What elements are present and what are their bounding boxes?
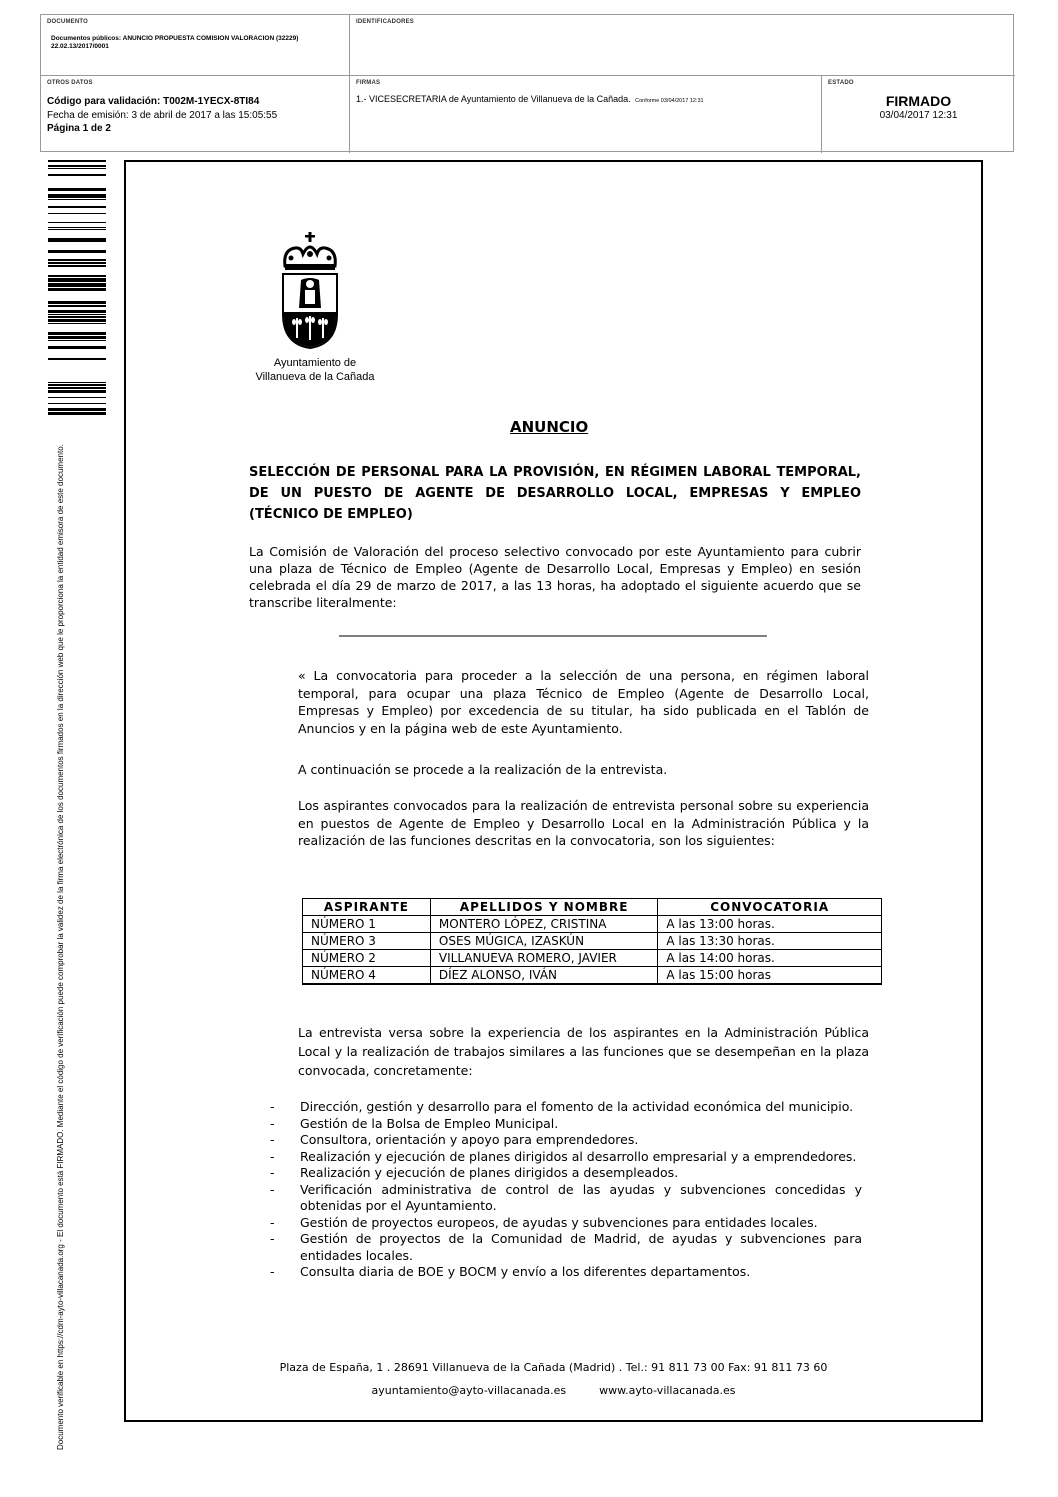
table-row — [303, 967, 882, 985]
documento-text: Documentos públicos: ANUNCIO PROPUESTA COMISION VALORACION (32229) 22.02.13/2017/0001 — [51, 35, 299, 50]
validation-code: Código para validación: T002M-1YECX-8TI84 — [47, 96, 260, 107]
cell-aspirante: NÚMERO 3 — [303, 933, 431, 950]
list-item: - Dirección, gestión y desarrollo para el fomento de la actividad económica del municipio. — [270, 1099, 854, 1114]
duties-list — [270, 1099, 862, 1281]
cell-nombre: DÍEZ ALONSO, IVÁN — [430, 967, 657, 985]
logo-caption — [240, 356, 390, 384]
candidates-table — [302, 898, 882, 985]
separator-line — [339, 635, 767, 637]
cell-convocatoria: A las 14:00 horas. — [658, 950, 882, 967]
documento-cell — [41, 15, 350, 76]
estado-cell — [822, 76, 1015, 153]
cell-convocatoria: A las 13:30 horas. — [658, 933, 882, 950]
list-item: - Gestión de proyectos de la Comunidad de Madrid, de ayudas y subvenciones para entidades locales. — [270, 1231, 862, 1263]
logo-line-1: Ayuntamiento de — [273, 357, 357, 369]
cell-nombre: MONTERO LÓPEZ, CRISTINA — [430, 916, 657, 933]
status-date: 03/04/2017 12:31 — [879, 110, 958, 121]
list-item: - Realización y ejecución de planes dirigidos al desarrollo empresarial y a emprendedores. — [270, 1148, 857, 1164]
document-subtitle: SELECCIÓN DE PERSONAL PARA LA PROVISIÓN, EN RÉGIMEN LABORAL TEMPORAL, DE UN PUESTO DE AGENTE DE DESARROLLO LOCAL, EMPRESAS Y EMPLEO (TÉCNICO DE EMPLEO) — [249, 465, 861, 522]
quote-paragraph-4: La entrevista versa sobre la experiencia de los aspirantes en la Administración Pública Local y la realización de trabajos similares a las funciones que se desempeñan en la plaza convocada, concretamente: — [298, 1025, 869, 1078]
list-item: - Consultora, orientación y apoyo para emprendedores. — [270, 1132, 639, 1147]
estado-label: ESTADO — [828, 80, 854, 86]
identificadores-label: IDENTIFICADORES — [356, 19, 415, 25]
quote-paragraph-1: « La convocatoria para proceder a la selección de una persona, en régimen laboral temporal, para ocupar una plaza Técnico de Empleo (Agente de Desarrollo Local, Empresas y Empleo) por excedencia de su titular, ha sido publicada en el Tablón de Anuncios y en la página web de este Ayuntamiento. — [298, 668, 869, 736]
list-item: - Verificación administrativa de control de las ayudas y subvenciones concedidas y obtenidas por el Ayuntamiento. — [270, 1181, 862, 1213]
firmas-cell — [350, 76, 822, 153]
cell-convocatoria: A las 13:00 horas. — [658, 916, 882, 933]
quote-paragraph-3: Los aspirantes convocados para la realización de entrevista personal sobre su experiencia en puestos de Agente de Empleo y Desarrollo Local en la Administración Pública y la realización de las funciones descritas en la convocatoria, son los siguientes: — [298, 798, 869, 848]
signature-header — [40, 14, 1014, 152]
cell-nombre: VILLANUEVA ROMERO, JAVIER — [430, 950, 657, 967]
identificadores-cell — [350, 15, 1015, 76]
cell-convocatoria: A las 15:00 horas — [658, 967, 882, 985]
issue-date: Fecha de emisión: 3 de abril de 2017 a las 15:05:55 — [47, 110, 278, 121]
intro-paragraph: La Comisión de Valoración del proceso selectivo convocado por este Ayuntamiento para cubrir una plaza de Técnico de Empleo (Agente de Desarrollo Local, Empresas y Empleo) en sesión celebrada el día 29 de marzo de 2017, a las 13 horas, ha adoptado el siguiente acuerdo que se transcribe literalmente: — [249, 544, 861, 610]
page-count: Página 1 de 2 — [47, 123, 111, 134]
cell-aspirante: NÚMERO 2 — [303, 950, 431, 967]
barcode — [48, 160, 106, 415]
list-item: - Gestión de proyectos europeos, de ayudas y subvenciones para entidades locales. — [270, 1214, 818, 1230]
otros-datos-cell — [41, 76, 350, 153]
footer-web[interactable]: www.ayto-villacanada.es — [599, 1384, 736, 1397]
verification-side-note: Documento verificable en https://cdm-ayto-villacanada.org - El documento está FIRMADO. Mediante el código de verificación puede comprobar la validez de la firma electrónica de los documentos firmados en la dirección web que le proporciona la entidad emisora de este documento. — [56, 444, 65, 1450]
coat-of-arms-logo — [275, 232, 345, 352]
status-signed: FIRMADO — [885, 93, 952, 109]
table-row — [303, 916, 882, 933]
signature-entry: 1.- VICESECRETARIA de Ayuntamiento de Villanueva de la Cañada. — [356, 94, 631, 104]
otros-datos-label: OTROS DATOS — [47, 80, 93, 86]
documento-label: DOCUMENTO — [47, 19, 89, 25]
list-item: - Realización y ejecución de planes dirigidos a desempleados. — [270, 1165, 679, 1180]
logo-line-2: Villanueva de la Cañada — [255, 371, 375, 383]
list-item: - Gestión de la Bolsa de Empleo Municipal. — [270, 1115, 559, 1131]
document-title: ANUNCIO — [510, 418, 589, 436]
footer-contact — [124, 1384, 983, 1397]
header-aspirante: ASPIRANTE — [303, 899, 431, 916]
header-convocatoria: CONVOCATORIA — [658, 899, 882, 916]
list-item: - Consulta diaria de BOE y BOCM y envío a los diferentes departamentos. — [270, 1264, 751, 1279]
footer-address: Plaza de España, 1 . 28691 Villanueva de la Cañada (Madrid) . Tel.: 91 811 73 00 Fax: 91 811 73 60 — [279, 1361, 828, 1374]
cell-aspirante: NÚMERO 1 — [303, 916, 431, 933]
quote-paragraph-2: A continuación se procede a la realización de la entrevista. — [298, 762, 668, 777]
table-row — [303, 950, 882, 967]
cell-nombre: OSES MÚGICA, IZASKÚN — [430, 933, 657, 950]
header-apellidos-nombre: APELLIDOS Y NOMBRE — [430, 899, 657, 916]
footer-email[interactable]: ayuntamiento@ayto-villacanada.es — [371, 1384, 567, 1397]
table-header-row — [303, 899, 882, 916]
table-row — [303, 933, 882, 950]
firmas-label: FIRMAS — [356, 80, 381, 86]
signature-conforme: Conforme 03/04/2017 12:31 — [635, 98, 704, 104]
cell-aspirante: NÚMERO 4 — [303, 967, 431, 985]
